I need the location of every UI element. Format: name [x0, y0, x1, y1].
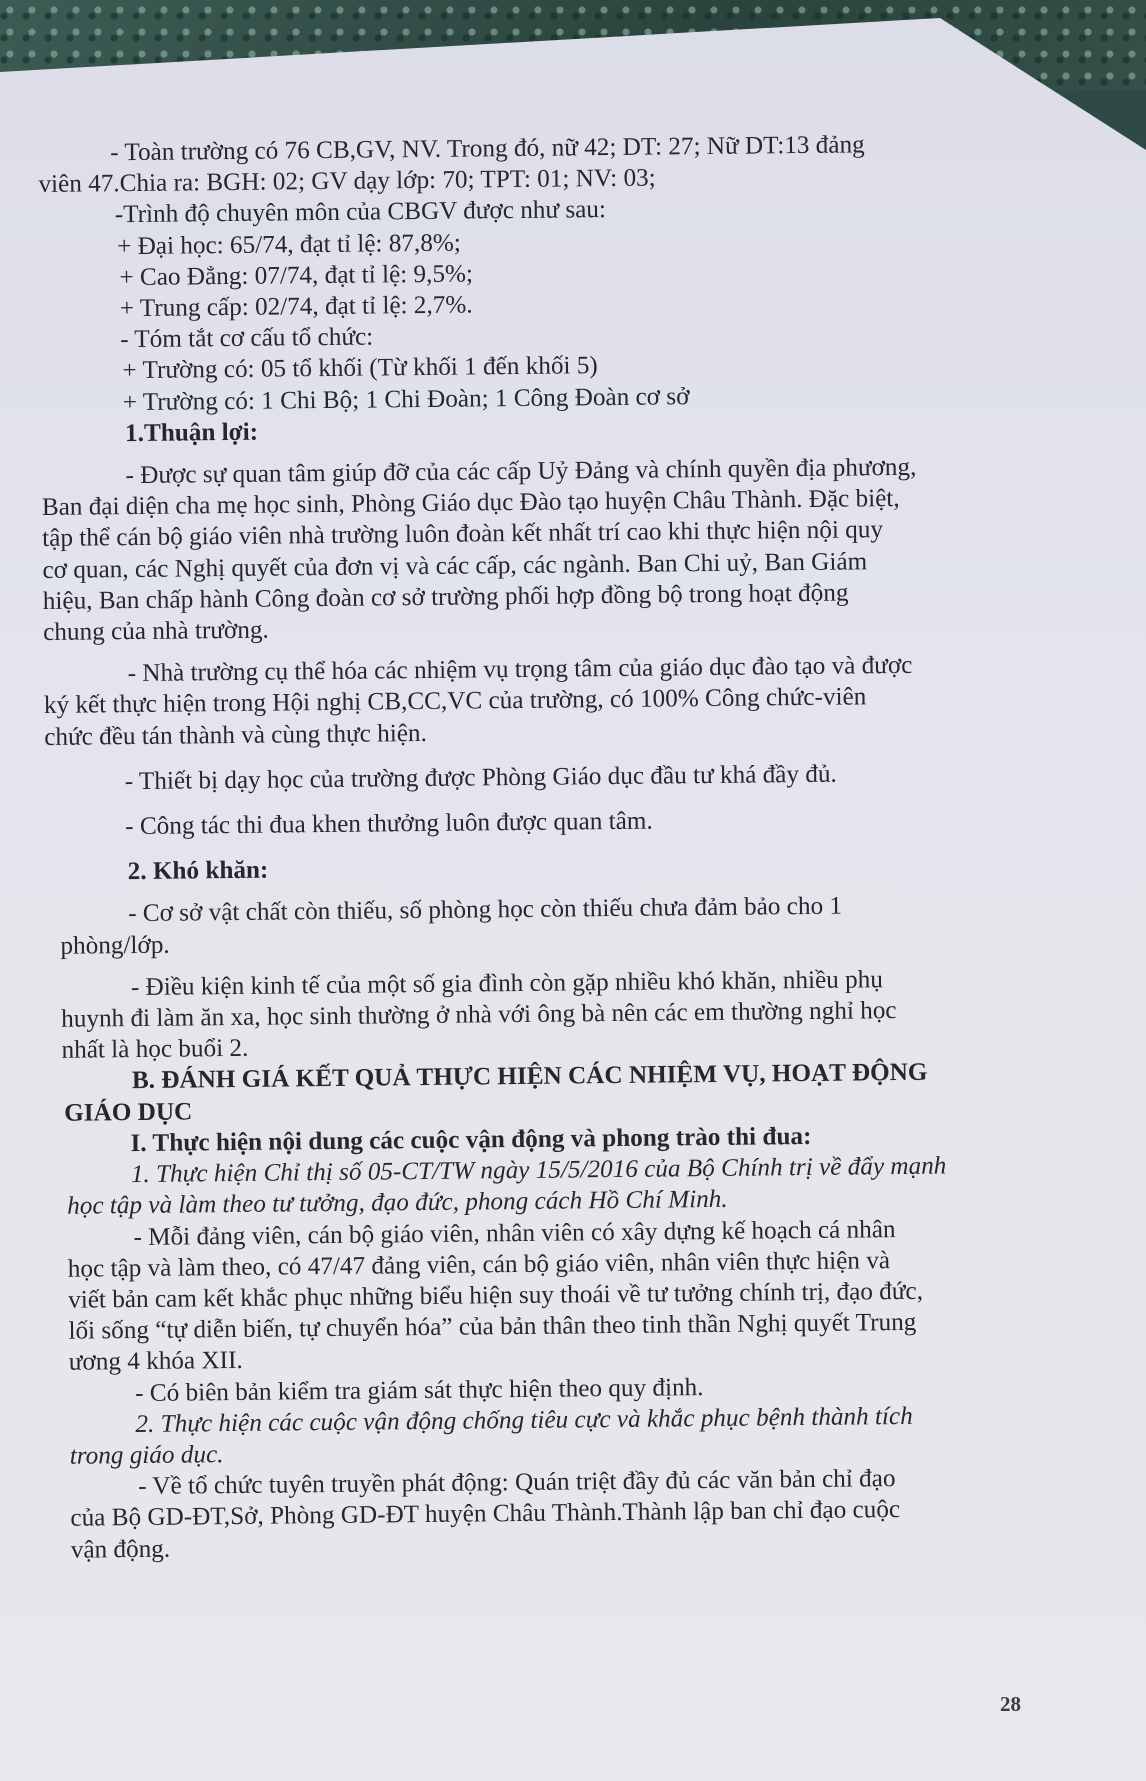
advantages-paragraph-4: - Công tác thi đua khen thưởng luôn được quan tâm.	[125, 807, 653, 841]
difficulties-paragraph-1-line: - Cơ sở vật chất còn thiếu, số phòng học còn thiếu chưa đảm bảo cho 1	[127, 893, 843, 928]
item-2-title: 2. Thực hiện các cuộc vận động chống tiêu cực và khắc phục bệnh thành tích	[135, 1402, 913, 1438]
advantages-paragraph-2-line: - Nhà trường cụ thể hóa các nhiệm vụ trọng tâm của giáo dục đào tạo và được	[127, 652, 913, 688]
item-1-paragraph-line: viết bản cam kết khắc phục những biểu hiện suy thoái về tư tưởng chính trị, đạo đức,	[68, 1277, 924, 1314]
staff-summary-line-1: - Toàn trường có 76 CB,GV, NV. Trong đó, nữ 42; DT: 27; Nữ DT:13 đảng	[110, 131, 865, 167]
item-1-paragraph-2: - Có biên bản kiểm tra giám sát thực hiện theo quy định.	[135, 1373, 704, 1407]
section-b-heading: GIÁO DỤC	[64, 1098, 193, 1127]
difficulties-paragraph-2-line: - Điều kiện kinh tế của một số gia đình còn gặp nhiều khó khăn, nhiều phụ	[130, 966, 883, 1001]
item-1-paragraph-line: - Mỗi đảng viên, cán bộ giáo viên, nhân viên có xây dựng kế hoạch cá nhân	[133, 1215, 896, 1251]
advantages-paragraph-1-line: cơ quan, các Nghị quyết của đơn vị và các cấp, các ngành. Ban Chi uỷ, Ban Giám	[42, 547, 868, 584]
difficulties-heading: 2. Khó khăn:	[127, 856, 269, 886]
item-1-title: 1. Thực hiện Chỉ thị số 05-CT/TW ngày 15/5/2016 của Bộ Chính trị về đẩy mạnh	[130, 1152, 947, 1189]
advantages-paragraph-1-line: Ban đại diện cha mẹ học sinh, Phòng Giáo dục Đào tạo huyện Châu Thành. Đặc biệt,	[41, 485, 900, 522]
advantages-paragraph-1-line: chung của nhà trường.	[43, 616, 269, 647]
section-b-heading: B. ĐÁNH GIÁ KẾT QUẢ THỰC HIỆN CÁC NHIỆM VỤ, HOẠT ĐỘNG	[131, 1059, 928, 1095]
section-i-heading: I. Thực hiện nội dung các cuộc vận động và phong trào thi đua:	[130, 1122, 812, 1157]
item-2-title: trong giáo dục.	[69, 1441, 224, 1470]
qualification-item: + Trung cấp: 02/74, đạt tỉ lệ: 2,7%.	[119, 291, 473, 323]
advantages-paragraph-1-line: tập thể cán bộ giáo viên nhà trường luôn đoàn kết nhất trí cao khi thực hiện nội quy	[42, 516, 884, 553]
item-1-paragraph-line: lối sống “tự diễn biến, tự chuyển hóa” của bản thân theo tinh thần Nghị quyết Trung	[68, 1308, 917, 1345]
page-number: 28	[1000, 1692, 1021, 1716]
advantages-heading: 1.Thuận lợi:	[124, 418, 259, 447]
advantages-paragraph-2-line: chức đều tán thành và cùng thực hiện.	[44, 719, 428, 751]
item-2-paragraph-line: - Về tổ chức tuyên truyền phát động: Quán triệt đầy đủ các văn bản chỉ đạo	[137, 1465, 896, 1501]
staff-summary-line-2: viên 47.Chia ra: BGH: 02; GV dạy lớp: 70; TPT: 01; NV: 03;	[38, 164, 656, 199]
item-2-paragraph-line: của Bộ GD-ĐT,Sở, Phòng GD-ĐT huyện Châu Thành.Thành lập ban chỉ đạo cuộc	[70, 1496, 901, 1533]
item-1-paragraph-line: học tập và làm theo, có 47/47 đảng viên, cán bộ giáo viên, nhân viên thực hiện và	[67, 1246, 891, 1283]
item-1-paragraph-line: ương 4 khóa XII.	[68, 1347, 243, 1377]
qualification-intro: -Trình độ chuyên môn của CBGV được như sau:	[114, 196, 607, 229]
difficulties-paragraph-1-line: phòng/lớp.	[60, 931, 170, 960]
advantages-paragraph-1-line: - Được sự quan tâm giúp đỡ của các cấp Uỷ Đảng và chính quyền địa phương,	[125, 453, 917, 490]
item-1-title: học tập và làm theo tư tưởng, đạo đức, phong cách Hồ Chí Minh.	[67, 1186, 728, 1221]
item-2-paragraph-line: vận động.	[70, 1535, 171, 1564]
structure-item: + Trường có: 05 tổ khối (Từ khối 1 đến khối 5)	[122, 352, 598, 385]
advantages-paragraph-2-line: ký kết thực hiện trong Hội nghị CB,CC,VC của trường, có 100% Công chức-viên	[43, 683, 867, 720]
structure-intro: - Tóm tắt cơ cấu tổ chức:	[119, 323, 374, 354]
advantages-paragraph-3: - Thiết bị dạy học của trường được Phòng Giáo dục đầu tư khá đầy đủ.	[124, 760, 837, 795]
advantages-paragraph-1-line: hiệu, Ban chấp hành Công đoàn cơ sở trường phối hợp đồng bộ trong hoạt động	[42, 579, 849, 615]
qualification-item: + Cao Đẳng: 07/74, đạt tỉ lệ: 9,5%;	[119, 260, 474, 291]
structure-item: + Trường có: 1 Chi Bộ; 1 Chi Đoàn; 1 Công Đoàn cơ sở	[122, 382, 690, 416]
qualification-item: + Đại học: 65/74, đạt tỉ lệ: 87,8%;	[116, 229, 461, 260]
difficulties-paragraph-2-line: nhất là học buổi 2.	[61, 1035, 249, 1065]
document-body	[38, 128, 1049, 1566]
difficulties-paragraph-2-line: huynh đi làm ăn xa, học sinh thường ở nhà với ông bà nên các em thường nghỉ học	[61, 997, 897, 1033]
